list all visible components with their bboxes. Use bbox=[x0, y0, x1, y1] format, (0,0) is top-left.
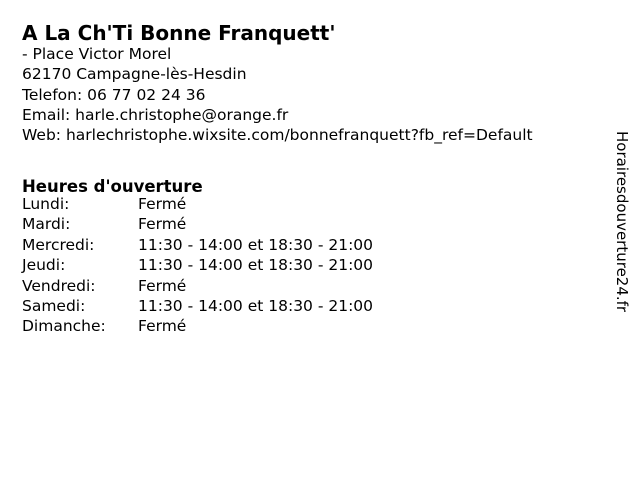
day-label: Vendredi: bbox=[22, 276, 96, 295]
phone-value: 06 77 02 24 36 bbox=[87, 85, 206, 104]
day-hours: Fermé bbox=[138, 215, 187, 234]
phone-line bbox=[22, 85, 533, 105]
day-hours: 11:30 - 14:00 et 18:30 - 21:00 bbox=[138, 235, 374, 254]
day-label: Mercredi: bbox=[22, 235, 95, 254]
day-label: Samedi: bbox=[22, 297, 86, 316]
web-value: harlechristophe.wixsite.com/bonnefranquett?fb_ref=Default bbox=[65, 126, 533, 145]
day-hours: 11:30 - 14:00 et 18:30 - 21:00 bbox=[138, 297, 374, 316]
hours-row-thursday bbox=[22, 255, 373, 275]
hours-row-wednesday bbox=[22, 235, 373, 255]
web-label: Web: bbox=[22, 126, 62, 145]
opening-hours-table bbox=[22, 194, 373, 337]
email-value: harle.christophe@orange.fr bbox=[75, 105, 289, 124]
hours-row-saturday bbox=[22, 296, 373, 316]
page-title: A La Ch'Ti Bonne Franquett' bbox=[22, 21, 336, 46]
hours-row-tuesday bbox=[22, 214, 373, 234]
day-hours: Fermé bbox=[138, 276, 187, 295]
address-line-2: 62170 Campagne-lès-Hesdin bbox=[22, 65, 247, 84]
email-line bbox=[22, 105, 533, 125]
hours-row-sunday bbox=[22, 316, 373, 336]
address-line-1: - Place Victor Morel bbox=[22, 45, 172, 63]
day-label: Dimanche: bbox=[22, 317, 106, 336]
day-hours: 11:30 - 14:00 et 18:30 - 21:00 bbox=[138, 256, 374, 275]
day-label: Jeudi: bbox=[22, 256, 66, 275]
site-watermark: Horairesdouverture24.fr bbox=[613, 131, 631, 313]
phone-label: Telefon: bbox=[22, 85, 83, 104]
hours-row-friday bbox=[22, 276, 373, 296]
contact-block bbox=[22, 44, 533, 145]
email-label: Email: bbox=[22, 105, 71, 124]
day-label: Mardi: bbox=[22, 215, 71, 234]
day-hours: Fermé bbox=[138, 195, 187, 213]
day-label: Lundi: bbox=[22, 195, 70, 213]
opening-hours-heading: Heures d'ouverture bbox=[22, 176, 203, 196]
hours-row-monday bbox=[22, 194, 373, 214]
day-hours: Fermé bbox=[138, 317, 187, 336]
web-line bbox=[22, 125, 533, 145]
